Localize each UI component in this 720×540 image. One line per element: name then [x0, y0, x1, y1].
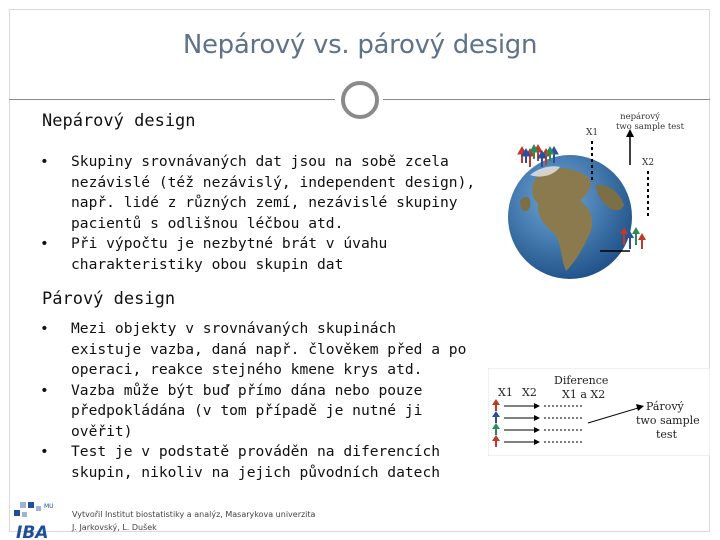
slide-title: Nepárový vs. párový design	[182, 30, 538, 60]
bullet-icon: •	[40, 320, 49, 337]
bullet-list-unpaired	[40, 152, 480, 275]
bullet-icon: •	[40, 235, 49, 252]
svg-text:IBA: IBA	[16, 523, 49, 540]
footer-line1: Vytvořil Institut biostatistiky a analýz, Masarykova univerzita	[72, 510, 316, 519]
bullet-list-paired	[40, 319, 470, 483]
bullet-text: Test je v podstatě prováděn na diferencích skupin, nikoliv na jejich původních datech	[71, 443, 441, 481]
globe-icon	[508, 155, 632, 279]
list-item	[40, 319, 470, 381]
title-divider-left	[9, 99, 335, 100]
unpaired-design-figure	[500, 105, 710, 285]
bullet-icon: •	[40, 381, 49, 399]
test-label-line1: nepárový	[620, 112, 660, 122]
paired-label-x2: X2	[522, 386, 537, 399]
list-item	[40, 381, 470, 443]
diff-label-line1: Diference	[554, 374, 609, 387]
bullet-icon: •	[40, 153, 49, 170]
footer-line2: J. Jarkovský, L. Dušek	[72, 523, 157, 532]
list-item	[40, 234, 480, 275]
bullet-text: Při výpočtu je nezbytné brát v úvahu charakteristiky obou skupin dat	[71, 235, 388, 273]
iba-logo	[12, 500, 64, 540]
divider-ring-icon	[341, 81, 379, 119]
test-label-line2: two sample test	[615, 122, 685, 132]
bullet-text: Skupiny srovnávaných dat jsou na sobě zcela nezávislé (též nezávislý, independent design), např. lidé z různých zemí, nezávislé skupiny pacientů s odlišnou léčbou atd.	[71, 153, 476, 232]
list-item	[40, 152, 480, 234]
list-item	[40, 442, 470, 483]
paired-test-line1: Párový	[646, 400, 684, 413]
bullet-icon: •	[40, 443, 49, 460]
footer-credits	[72, 508, 315, 534]
section-heading-unpaired: Nepárový design	[42, 111, 196, 131]
section-heading-paired: Párový design	[42, 289, 176, 309]
svg-text:MU: MU	[44, 503, 54, 510]
diff-label-line2: X1 a X2	[562, 388, 606, 401]
bullet-text: Mezi objekty v srovnávaných skupinách existuje vazba, daná např. člověkem před a po operaci, reakce stejného kmene krys atd.	[71, 320, 467, 378]
figure-label-x1: X1	[586, 128, 599, 138]
paired-design-figure	[488, 368, 710, 456]
paired-test-line2: two sample	[636, 414, 700, 427]
paired-test-line3: test	[656, 428, 677, 441]
figure-label-x2: X2	[642, 158, 655, 168]
title-divider-right	[383, 99, 710, 100]
paired-label-x1: X1	[498, 386, 513, 399]
bullet-text: Vazba může být buď přímo dána nebo pouze předpokládána (v tom případě je nutné ji ověřit)	[71, 381, 423, 440]
